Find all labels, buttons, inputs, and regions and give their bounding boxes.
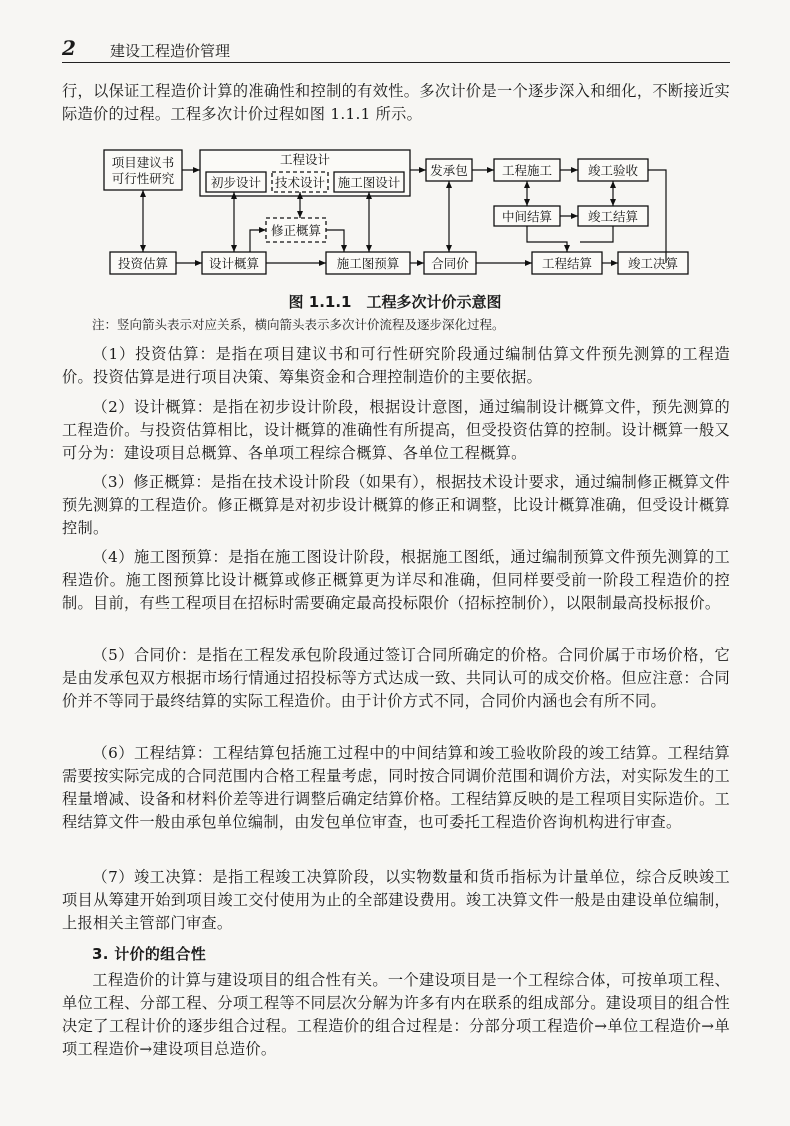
label-revised-estimate: 修正概算	[270, 223, 322, 238]
label-engineering-design: 工程设计	[279, 152, 331, 167]
line-acceptance-down	[648, 170, 666, 263]
label-contract-price: 合同价	[431, 256, 469, 271]
paragraph-1: （1）投资估算：是指在项目建议书和可行性研究阶段通过编制估算文件预先测算的工程造价。投资估算是进行项目决策、筹集资金和合理控制造价的主要依据。	[62, 345, 730, 386]
paragraph-5: （5）合同价：是指在工程发承包阶段通过签订合同所确定的价格。合同价属于市场价格，它是由发承包双方根据市场行情通过招投标等方式达成一致、共同认可的成交价格。但应注意：合同价并不等同于最终结算的实际工程造价。由于计价方式不同，合同价内涵也会有所不同。	[62, 646, 730, 710]
paragraph-6: （6）工程结算：工程结算包括施工过程中的中间结算和竣工验收阶段的竣工结算。工程结算需要按实际完成的合同范围内合格工程量考虑，同时按合同调价范围和调价方法，对实际发生的工程量增减、设备和材料价差等进行调整后确定结算价格。工程结算反映的是工程项目实际造价。工程结算文件一般由承包单位编制，由发包单位审查，也可委托工程造价咨询机构进行审查。	[62, 744, 730, 831]
vlink-interim-to-settlement	[527, 226, 567, 252]
label-investment-estimate: 投资估算	[117, 256, 169, 271]
section-paragraph: 工程造价的计算与建设项目的组合性有关。一个建设项目是一个工程综合体，可按单项工程、单位工程、分部工程、分项工程等不同层次分解为许多有内在联系的组成部分。建设项目的组合性决定了工程计价的逐步组合过程。工程造价的组合过程是：分部分项工程造价→单位工程造价→单项工程造价→建设项目总造价。	[62, 971, 730, 1058]
label-contracting: 发承包	[430, 163, 468, 178]
label-technical-design: 技术设计	[274, 175, 326, 190]
label-drawing-budget: 施工图预算	[336, 256, 400, 271]
label-design-estimate: 设计概算	[208, 256, 260, 271]
label-completion-settlement: 竣工结算	[587, 209, 639, 224]
label-interim-settlement: 中间结算	[501, 209, 553, 224]
label-preliminary-design: 初步设计	[210, 175, 262, 190]
arrow-revised-to-budget	[326, 230, 344, 252]
label-project-settlement: 工程结算	[541, 256, 593, 271]
label-project-proposal-l2: 可行性研究	[111, 171, 175, 186]
label-drawing-design: 施工图设计	[337, 175, 401, 190]
arrow-design-estimate-to-revised	[250, 230, 266, 252]
vlink-completion-to-settlement	[580, 226, 613, 242]
label-completion-acceptance: 竣工验收	[587, 163, 639, 178]
intro-paragraph: 行，以保证工程造价计算的准确性和控制的有效性。多次计价是一个逐步深入和细化，不断接近实际造价的过程。工程多次计价过程如图 1.1.1 所示。	[62, 82, 730, 123]
section-heading: 3. 计价的组合性	[92, 945, 207, 963]
multi-pricing-diagram	[100, 146, 700, 281]
label-project-proposal-l1: 项目建议书	[111, 155, 175, 170]
label-construction: 工程施工	[501, 163, 553, 178]
paragraph-7: （7）竣工决算：是指工程竣工决算阶段，以实物数量和货币指标为计量单位，综合反映竣工项目从筹建开始到项目竣工交付使用为止的全部建设费用。竣工决算文件一般是由建设单位编制，上报相关主管部门审查。	[62, 868, 730, 932]
book-title: 建设工程造价管理	[110, 42, 231, 60]
figure-note: 注：竖向箭头表示对应关系，横向箭头表示多次计价流程及逐步深化过程。	[92, 317, 505, 332]
label-final-accounts: 竣工决算	[627, 256, 679, 271]
paragraph-3: （3）修正概算：是指在技术设计阶段（如果有），根据技术设计要求，通过编制修正概算文件预先测算的工程造价。修正概算是对初步设计概算的修正和调整，比设计概算准确，但受设计概算控制。	[62, 473, 730, 537]
page-number: 2	[62, 36, 76, 60]
page-header	[62, 36, 730, 66]
header-rule	[62, 62, 730, 63]
paragraph-2: （2）设计概算：是指在初步设计阶段，根据设计意图，通过编制设计概算文件，预先测算的工程造价。与投资估算相比，设计概算的准确性有所提高，但受投资估算的控制。设计概算一般又可分为：建设项目总概算、各单项工程综合概算、各单位工程概算。	[62, 398, 730, 462]
figure-caption: 图 1.1.1 工程多次计价示意图	[288, 293, 502, 311]
paragraph-4: （4）施工图预算：是指在施工图设计阶段，根据施工图纸，通过编制预算文件预先测算的工程造价。施工图预算比设计概算或修正概算更为详尽和准确，但同样要受前一阶段工程造价的控制。目前，有些工程项目在招标时需要确定最高投标限价（招标控制价），以限制最高投标报价。	[62, 548, 730, 612]
